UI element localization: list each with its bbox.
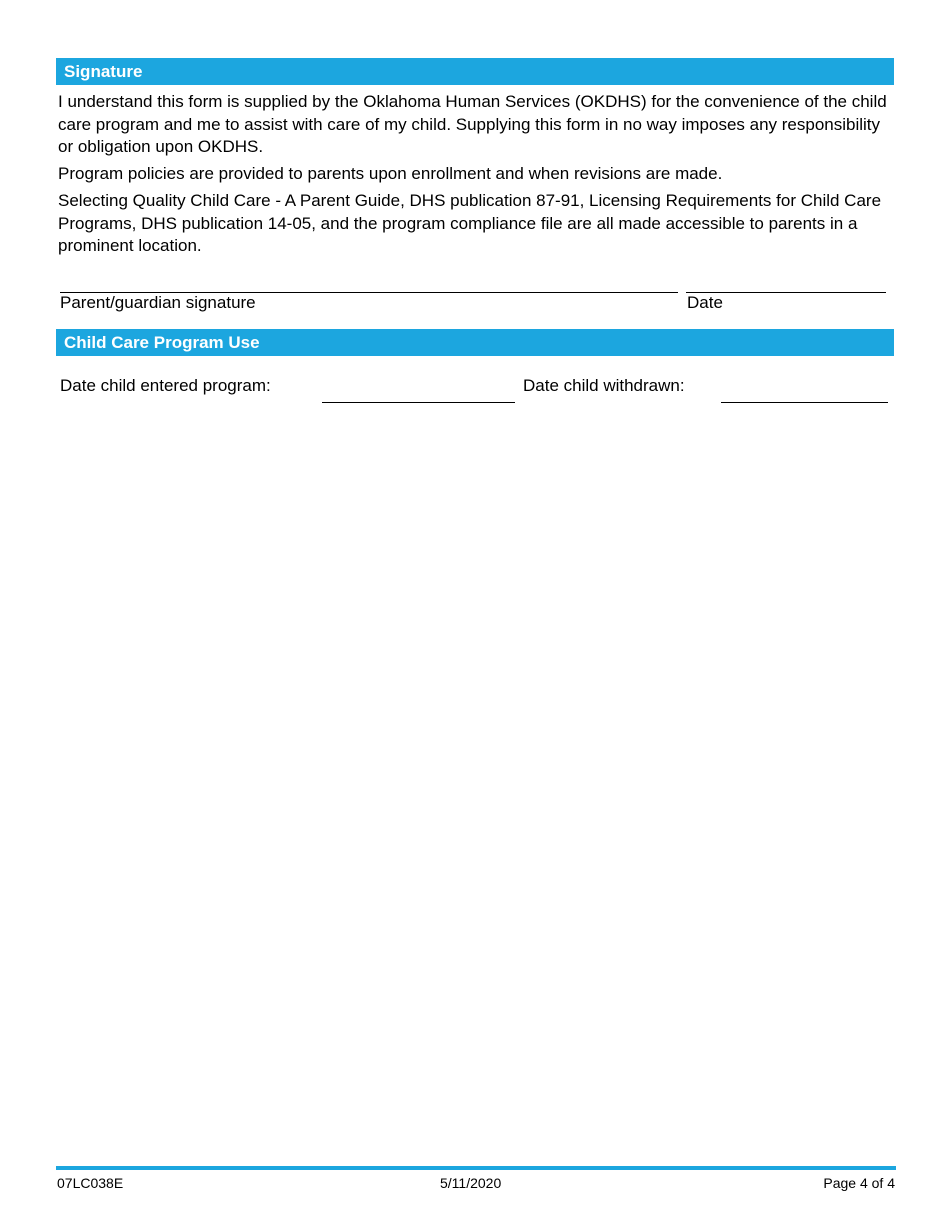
date-entered-field[interactable] — [322, 402, 515, 403]
footer-page-number: Page 4 of 4 — [823, 1175, 895, 1191]
date-withdrawn-field[interactable] — [721, 402, 888, 403]
signature-section-heading: Signature — [56, 58, 894, 85]
footer-form-number: 07LC038E — [57, 1175, 124, 1191]
footer-rule — [56, 1166, 896, 1170]
date-entered-label: Date child entered program: — [60, 376, 271, 395]
policies-paragraph: Program policies are provided to parents upon enrollment and when revisions are made. — [58, 164, 723, 183]
footer-revision-date: 5/11/2020 — [440, 1175, 502, 1191]
program-use-section-heading: Child Care Program Use — [56, 329, 894, 356]
date-withdrawn-label: Date child withdrawn: — [523, 376, 685, 395]
disclaimer-paragraph: I understand this form is supplied by the Oklahoma Human Services (OKDHS) for the convenience of the child care program and me to assist with care of my child. Supplying this form in no way imposes any responsibility or obligation upon OKDHS. — [58, 92, 887, 156]
publications-paragraph: Selecting Quality Child Care - A Parent Guide, DHS publication 87-91, Licensing Requirements for Child Care Programs, DHS publication 14-05, and the program compliance file are all made accessible to parents in a prominent location. — [58, 191, 882, 255]
signature-label: Parent/guardian signature — [60, 293, 256, 312]
signature-date-label: Date — [687, 293, 723, 312]
